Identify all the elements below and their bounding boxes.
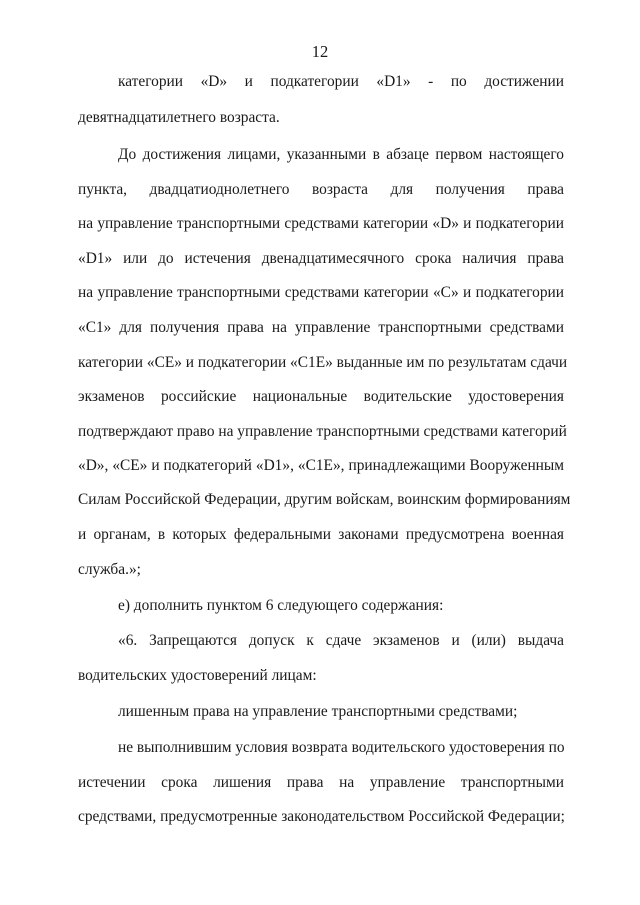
text-line-9: категории «СЕ» и подкатегории «C1E» выданные им по результатам сдачи <box>78 354 568 371</box>
page-number: 12 <box>311 42 329 61</box>
text-line-15: служба.»; <box>78 561 141 578</box>
text-line-19: лишенным права на управление транспортными средствами; <box>118 703 518 720</box>
text-line-17: «6. Запрещаются допуск к сдаче экзаменов и (или) выдача <box>118 632 564 649</box>
text-line-13: Силам Российской Федерации, другим войскам, воинским формированиям <box>78 491 571 508</box>
text-line-20: не выполнившим условия возврата водительского удостоверения по <box>118 739 565 756</box>
text-line-2: девятнадцатилетнего возраста. <box>78 109 280 126</box>
text-line-8: «C1» для получения права на управление транспортными средствами <box>78 319 564 336</box>
text-line-3: До достижения лицами, указанными в абзаце первом настоящего <box>118 146 564 163</box>
text-line-5: на управление транспортными средствами категории «D» и подкатегории <box>78 215 564 232</box>
text-line-21: истечении срока лишения права на управление транспортными <box>78 774 564 791</box>
text-line-6: «D1» или до истечения двенадцатимесячного срока наличия права <box>78 250 564 267</box>
text-line-7: на управление транспортными средствами категории «С» и подкатегории <box>78 284 564 301</box>
text-line-12: «D», «СЕ» и подкатегорий «D1», «C1E», принадлежащими Вооруженным <box>78 457 564 474</box>
text-line-11: подтверждают право на управление транспортными средствами категорий <box>78 423 567 440</box>
text-line-22: средствами, предусмотренные законодательством Российской Федерации; <box>78 808 565 825</box>
text-line-18: водительских удостоверений лицам: <box>78 667 317 684</box>
text-line-16: е) дополнить пунктом 6 следующего содержания: <box>118 597 444 614</box>
text-line-4: пункта, двадцатиоднолетнего возраста для получения права <box>78 181 564 198</box>
text-line-1: категории «D» и подкатегории «D1» - по достижении <box>118 73 564 90</box>
text-line-14: и органам, в которых федеральными законами предусмотрена военная <box>78 526 564 543</box>
text-line-10: экзаменов российские национальные водительские удостоверения <box>78 388 564 405</box>
